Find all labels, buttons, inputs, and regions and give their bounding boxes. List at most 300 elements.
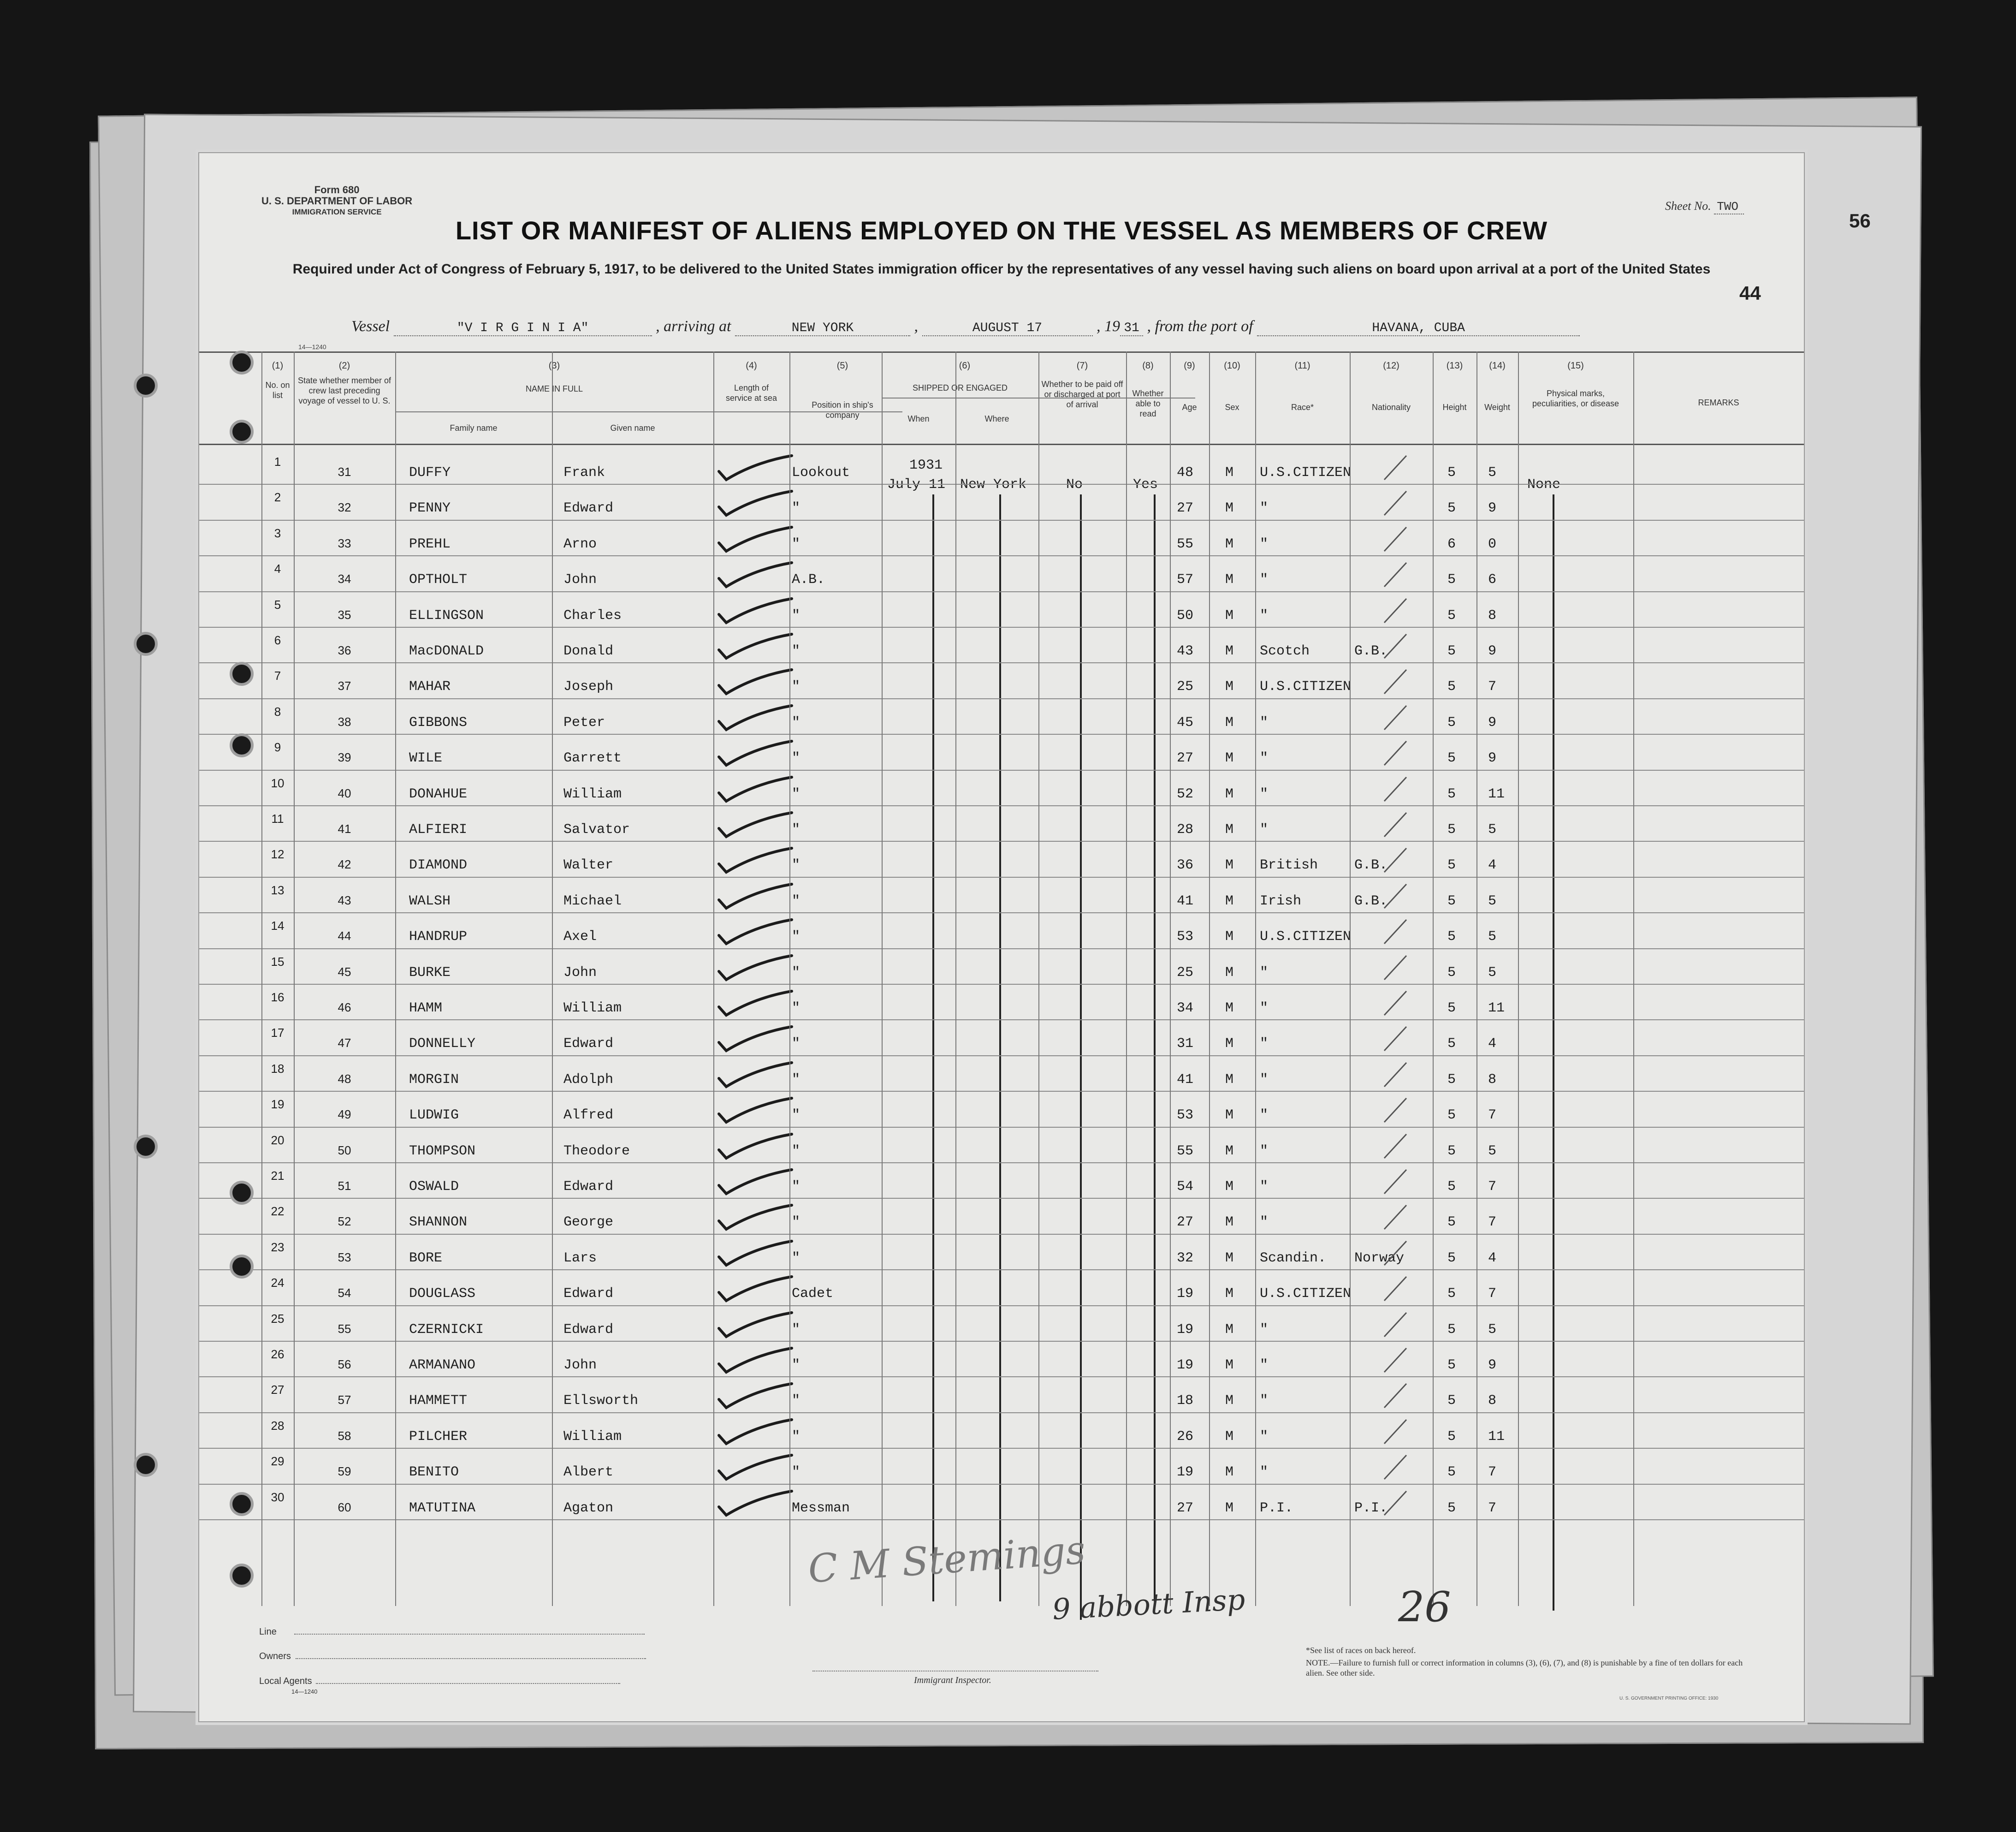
manifest-sheet: [198, 152, 1805, 1722]
check-mark: [713, 453, 815, 485]
row-divider: [199, 1198, 1804, 1199]
age: 55: [1177, 536, 1194, 552]
ship-position: ": [792, 822, 800, 838]
crew-table: [199, 351, 1804, 1606]
given-name: Edward: [563, 1036, 614, 1052]
previous-voyage-number: 35: [338, 607, 351, 622]
nationality-tick: [1380, 773, 1417, 806]
race: ": [1260, 1321, 1269, 1338]
col-4-number: (4): [746, 361, 757, 371]
column-divider: [1038, 351, 1039, 1606]
given-name: Edward: [563, 500, 614, 517]
height: 5: [1447, 572, 1456, 588]
col-6-header: SHIPPED OR ENGAGED: [912, 383, 1008, 393]
footer-owners: [259, 1651, 646, 1662]
age: 43: [1177, 643, 1194, 659]
col-13-number: (13): [1446, 361, 1463, 371]
from-port: HAVANA, CUBA: [1257, 321, 1580, 336]
service-name: IMMIGRATION SERVICE: [292, 208, 382, 216]
printer-note: U. S. GOVERNMENT PRINTING OFFICE: 1930: [1619, 1696, 1719, 1701]
able-to-read-value: Yes: [1133, 477, 1158, 493]
check-mark: [713, 1417, 815, 1449]
nationality-tick: [1380, 880, 1417, 913]
age: 19: [1177, 1464, 1194, 1481]
column-divider: [395, 351, 396, 1606]
col-11-header: Race*: [1291, 403, 1314, 412]
given-name: Walter: [563, 857, 614, 874]
inspector-label: Immigrant Inspector.: [914, 1675, 991, 1685]
nationality-tick: [1380, 1273, 1417, 1305]
check-mark: [713, 1345, 815, 1378]
row-divider: [199, 770, 1804, 771]
col-10-number: (10): [1224, 361, 1240, 371]
race: ": [1260, 1036, 1269, 1052]
race: ": [1260, 607, 1269, 624]
nationality-tick: [1380, 666, 1417, 698]
row-divider: [199, 1019, 1804, 1020]
row-divider: [199, 520, 1804, 521]
column-divider: [789, 351, 790, 1606]
col-2-number: (2): [338, 361, 350, 371]
binder-hole: [134, 374, 158, 398]
age: 19: [1177, 1357, 1194, 1373]
age: 28: [1177, 822, 1194, 838]
previous-voyage-number: 47: [338, 1036, 351, 1050]
nationality-tick: [1380, 1344, 1417, 1377]
check-mark: [713, 1131, 815, 1164]
form-number: Form 680: [314, 184, 360, 196]
given-name: Agaton: [563, 1500, 614, 1516]
column-divider: [1126, 351, 1127, 1606]
ship-position: ": [792, 786, 800, 802]
family-name: ALFIERI: [409, 822, 468, 838]
height: 5: [1447, 465, 1456, 481]
race: ": [1260, 1071, 1269, 1088]
ship-position: ": [792, 1179, 800, 1195]
nationality-tick: [1380, 845, 1417, 877]
page-number-side: 44: [1739, 282, 1761, 304]
row-number: 11: [271, 812, 284, 826]
previous-voyage-number: 60: [338, 1500, 351, 1514]
age: 50: [1177, 607, 1194, 624]
col-6-number: (6): [959, 361, 971, 371]
ditto-line-where: [999, 494, 1001, 1601]
row-divider: [199, 1234, 1804, 1235]
ship-position: ": [792, 1036, 800, 1052]
row-number: 1: [274, 455, 281, 469]
previous-voyage-number: 31: [338, 465, 351, 479]
height: 5: [1447, 714, 1456, 731]
previous-voyage-number: 50: [338, 1143, 351, 1157]
race: ": [1260, 1393, 1269, 1409]
row-divider: [199, 1376, 1804, 1377]
previous-voyage-number: 53: [338, 1250, 351, 1264]
shipped-year: 1931: [909, 458, 943, 473]
row-number: 29: [271, 1454, 285, 1469]
row-divider: [199, 948, 1804, 949]
sex: M: [1225, 1214, 1234, 1231]
sex: M: [1225, 1321, 1234, 1338]
shipped-when: July 11: [887, 477, 946, 493]
row-number: 17: [271, 1026, 285, 1040]
weight: 4: [1488, 1036, 1497, 1052]
weight: 9: [1488, 750, 1497, 767]
row-number: 18: [271, 1061, 285, 1076]
nationality-tick: [1380, 1237, 1417, 1270]
row-divider: [199, 1162, 1804, 1163]
check-mark: [713, 560, 815, 592]
given-name: William: [563, 1428, 622, 1445]
nationality-tick: [1380, 1487, 1417, 1520]
weight: 4: [1488, 857, 1497, 874]
nationality-tick: [1380, 952, 1417, 984]
nationality: Norway: [1354, 1250, 1405, 1266]
sex: M: [1225, 786, 1234, 802]
col-6-when-header: When: [907, 414, 930, 423]
previous-voyage-number: 39: [338, 750, 351, 765]
sex: M: [1225, 536, 1234, 552]
physical-marks-value: None: [1527, 477, 1561, 493]
previous-voyage-number: 56: [338, 1357, 351, 1371]
check-mark: [713, 774, 815, 807]
ship-position: ": [792, 1357, 800, 1373]
ship-position: ": [792, 500, 800, 517]
sex: M: [1225, 857, 1234, 874]
check-mark: [713, 1167, 815, 1199]
check-mark: [713, 703, 815, 735]
check-mark: [713, 1095, 815, 1128]
signature: C M Stemings: [806, 1527, 1087, 1592]
print-code-top: 14—1240: [298, 343, 326, 351]
weight: 9: [1488, 643, 1497, 659]
nationality-tick: [1380, 916, 1417, 948]
penalty-note: NOTE.—Failure to furnish full or correct information in columns (3), (6), (7), and (8) is punishable by a fine of ten dollars for each alien. See other side.: [1306, 1658, 1743, 1677]
column-divider: [955, 351, 956, 1606]
height: 5: [1447, 679, 1456, 695]
nationality-tick: [1380, 1130, 1417, 1163]
row-number: 3: [274, 526, 281, 540]
row-number: 13: [271, 883, 285, 897]
sex: M: [1225, 1071, 1234, 1088]
race: ": [1260, 536, 1269, 552]
race: ": [1260, 750, 1269, 767]
row-number: 10: [271, 776, 285, 790]
col-3-header: NAME IN FULL: [525, 384, 583, 393]
column-divider: [1350, 351, 1351, 1606]
sex: M: [1225, 1000, 1234, 1016]
row-number: 21: [271, 1169, 285, 1183]
col-3-family-header: Family name: [450, 423, 498, 433]
col-3-number: (3): [548, 361, 560, 371]
height: 5: [1447, 500, 1456, 517]
ship-position: A.B.: [792, 572, 825, 588]
given-name: Alfred: [563, 1107, 614, 1124]
race: ": [1260, 1428, 1269, 1445]
family-name: PENNY: [409, 500, 451, 517]
footer-agents: [259, 1676, 620, 1687]
check-mark: [713, 667, 815, 699]
row-number: 5: [274, 597, 281, 612]
previous-voyage-number: 57: [338, 1393, 351, 1407]
age: 34: [1177, 1000, 1194, 1016]
previous-voyage-number: 55: [338, 1321, 351, 1336]
given-name: Frank: [563, 465, 605, 481]
family-name: HAMM: [409, 1000, 443, 1016]
line-label: Line: [259, 1627, 277, 1637]
nationality-tick: [1380, 1059, 1417, 1091]
previous-voyage-number: 58: [338, 1428, 351, 1443]
row-divider: [199, 984, 1804, 985]
height: 5: [1447, 1500, 1456, 1516]
height: 5: [1447, 857, 1456, 874]
weight: 5: [1488, 465, 1497, 481]
races-note: *See list of races on back hereof.: [1306, 1646, 1416, 1655]
given-name: Ellsworth: [563, 1393, 639, 1409]
height: 5: [1447, 607, 1456, 624]
ship-position: ": [792, 893, 800, 909]
age: 41: [1177, 893, 1194, 909]
family-name: DONNELLY: [409, 1036, 476, 1052]
given-name: Salvator: [563, 822, 630, 838]
weight: 8: [1488, 1393, 1497, 1409]
arriving-port: NEW YORK: [735, 321, 910, 336]
row-divider: [199, 805, 1804, 806]
nationality-tick: [1380, 987, 1417, 1020]
height: 5: [1447, 1464, 1456, 1481]
previous-voyage-number: 34: [338, 572, 351, 586]
previous-voyage-number: 33: [338, 536, 351, 550]
previous-voyage-number: 46: [338, 1000, 351, 1014]
weight: 5: [1488, 929, 1497, 945]
footer-line: [259, 1627, 645, 1637]
col-5-header: Position in ship's company: [812, 400, 873, 420]
previous-voyage-number: 41: [338, 822, 351, 836]
column-divider: [1518, 351, 1519, 1606]
nationality-tick: [1380, 809, 1417, 841]
check-mark: [713, 1238, 815, 1271]
family-name: OPTHOLT: [409, 572, 468, 588]
family-name: ELLINGSON: [409, 607, 484, 624]
sex: M: [1225, 1393, 1234, 1409]
ship-position: ": [792, 1250, 800, 1266]
age: 41: [1177, 1071, 1194, 1088]
row-divider: [199, 1305, 1804, 1306]
row-number: 8: [274, 704, 281, 719]
race: ": [1260, 1464, 1269, 1481]
row-number: 27: [271, 1383, 285, 1397]
from-label: , from the port of: [1147, 318, 1253, 335]
row-divider: [199, 1341, 1804, 1342]
check-mark: [713, 1310, 815, 1342]
binder-hole: [134, 1135, 158, 1159]
age: 52: [1177, 786, 1194, 802]
age: 19: [1177, 1286, 1194, 1302]
race: P.I.: [1260, 1500, 1293, 1516]
row-divider: [199, 912, 1804, 913]
ship-position: ": [792, 714, 800, 731]
sex: M: [1225, 714, 1234, 731]
age: 55: [1177, 1143, 1194, 1159]
given-name: Adolph: [563, 1071, 614, 1088]
page-subtitle: Required under Act of Congress of February 5, 1917, to be delivered to the United States immigration officer by the representatives of any vessel having such aliens on board upon arrival at a port of the United States: [292, 262, 1711, 277]
sex: M: [1225, 500, 1234, 517]
given-name: John: [563, 964, 597, 981]
family-name: WILE: [409, 750, 443, 767]
row-number: 20: [271, 1133, 285, 1147]
height: 5: [1447, 1428, 1456, 1445]
previous-voyage-number: 36: [338, 643, 351, 657]
page-number-top: 56: [1849, 210, 1871, 232]
check-mark: [713, 953, 815, 985]
year-prefix: 19: [1104, 318, 1120, 335]
ship-position: Cadet: [792, 1286, 834, 1302]
sex: M: [1225, 679, 1234, 695]
check-mark: [713, 524, 815, 557]
year-suffix: 31: [1120, 321, 1143, 336]
department-name: U. S. DEPARTMENT OF LABOR: [261, 195, 413, 207]
row-divider: [199, 1127, 1804, 1128]
vessel-name: "V I R G I N I A": [394, 321, 652, 336]
row-number: 4: [274, 562, 281, 576]
binder-hole: [134, 1453, 158, 1477]
row-number: 28: [271, 1418, 285, 1433]
row-number: 23: [271, 1240, 285, 1254]
race: ": [1260, 1179, 1269, 1195]
race: Irish: [1260, 893, 1302, 909]
ship-position: ": [792, 607, 800, 624]
nationality-tick: [1380, 738, 1417, 770]
row-divider: [199, 1269, 1804, 1270]
sex: M: [1225, 1250, 1234, 1266]
previous-voyage-number: 49: [338, 1107, 351, 1122]
col-6-where-header: Where: [984, 414, 1009, 423]
row-number: 24: [271, 1276, 285, 1290]
age: 53: [1177, 929, 1194, 945]
binder-hole: [230, 420, 254, 444]
age: 25: [1177, 964, 1194, 981]
height: 5: [1447, 750, 1456, 767]
check-mark: [713, 988, 815, 1021]
row-divider: [199, 1055, 1804, 1056]
ship-position: ": [792, 536, 800, 552]
row-number: 25: [271, 1311, 285, 1326]
nationality-tick: [1380, 1094, 1417, 1127]
binder-hole: [230, 1492, 254, 1516]
age: 57: [1177, 572, 1194, 588]
sheet-number-label: Sheet No.: [1665, 199, 1711, 213]
family-name: DIAMOND: [409, 857, 468, 874]
col-5-number: (5): [836, 361, 848, 371]
col-8-number: (8): [1142, 361, 1154, 371]
family-name: THOMPSON: [409, 1143, 476, 1159]
row-number: 30: [271, 1490, 285, 1504]
previous-voyage-number: 40: [338, 786, 351, 800]
previous-voyage-number: 52: [338, 1214, 351, 1229]
age: 27: [1177, 1500, 1194, 1516]
given-name: Edward: [563, 1286, 614, 1302]
weight: 9: [1488, 1357, 1497, 1373]
given-name: William: [563, 786, 622, 802]
race: ": [1260, 572, 1269, 588]
column-divider: [261, 351, 262, 1606]
weight: 7: [1488, 1107, 1497, 1124]
given-name: William: [563, 1000, 622, 1016]
height: 5: [1447, 1143, 1456, 1159]
check-mark: [713, 738, 815, 771]
check-mark: [713, 845, 815, 878]
check-mark: [713, 1024, 815, 1056]
vessel-line: Vessel "V I R G I N I A" , arriving at NEW YORK , AUGUST 17 , 19 31 , from the port of HAVANA, CUBA: [351, 318, 1580, 336]
race: ": [1260, 1143, 1269, 1159]
row-number: 22: [271, 1204, 285, 1219]
column-divider: [1633, 351, 1634, 1606]
race: U.S.CITIZEN: [1260, 465, 1352, 481]
height: 5: [1447, 964, 1456, 981]
previous-voyage-number: 45: [338, 964, 351, 979]
col-7-number: (7): [1076, 361, 1088, 371]
row-divider: [199, 662, 1804, 663]
nationality-tick: [1380, 559, 1417, 591]
nationality-tick: [1380, 488, 1417, 520]
given-name: George: [563, 1214, 614, 1231]
nationality-tick: [1380, 1451, 1417, 1484]
nationality: G.B.: [1354, 857, 1388, 874]
height: 5: [1447, 1214, 1456, 1231]
height: 5: [1447, 1250, 1456, 1266]
age: 25: [1177, 679, 1194, 695]
family-name: PILCHER: [409, 1428, 468, 1445]
check-mark: [713, 917, 815, 949]
previous-voyage-number: 32: [338, 500, 351, 515]
family-name: PREHL: [409, 536, 451, 552]
given-name: Edward: [563, 1321, 614, 1338]
family-name: BENITO: [409, 1464, 459, 1481]
ship-position: ": [792, 679, 800, 695]
row-number: 26: [271, 1347, 285, 1361]
ship-position: ": [792, 750, 800, 767]
row-divider: [199, 1448, 1804, 1449]
weight: 11: [1488, 1428, 1505, 1445]
age: 27: [1177, 1214, 1194, 1231]
previous-voyage-number: 54: [338, 1286, 351, 1300]
col-4-header: Length of service at sea: [725, 383, 777, 403]
previous-voyage-number: 48: [338, 1071, 351, 1086]
given-name: John: [563, 572, 597, 588]
ship-position: Messman: [792, 1500, 850, 1516]
row-number: 14: [271, 919, 285, 933]
race: U.S.CITIZEN: [1260, 679, 1352, 695]
row-divider: [199, 555, 1804, 556]
row-number: 19: [271, 1097, 285, 1112]
ship-position: ": [792, 929, 800, 945]
row-number: 9: [274, 740, 281, 755]
row-number: 6: [274, 633, 281, 647]
row-divider: [199, 841, 1804, 842]
given-name: Charles: [563, 607, 622, 624]
row-number: 15: [271, 954, 285, 969]
ship-position: ": [792, 1428, 800, 1445]
check-mark: [713, 1452, 815, 1485]
race: U.S.CITIZEN: [1260, 1286, 1352, 1302]
sex: M: [1225, 1464, 1234, 1481]
check-mark: [713, 1274, 815, 1306]
col-15-number: (15): [1567, 361, 1584, 371]
row-number: 2: [274, 490, 281, 505]
nationality-tick: [1380, 523, 1417, 556]
height: 5: [1447, 1357, 1456, 1373]
height: 5: [1447, 1286, 1456, 1302]
col-7-header: Whether to be paid off or discharged at port of arrival: [1041, 380, 1123, 409]
